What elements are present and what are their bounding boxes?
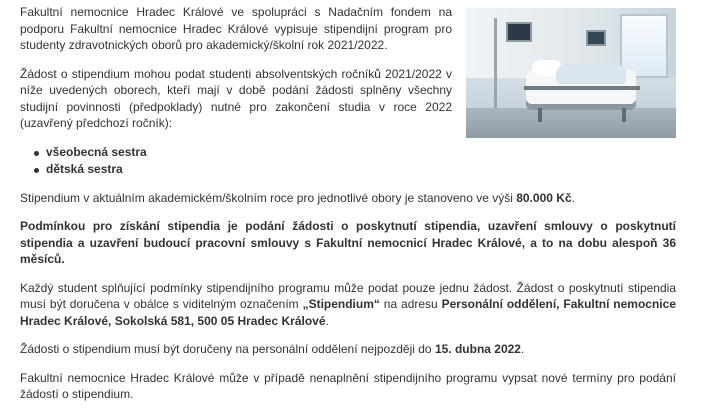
submission-paragraph bbox=[20, 280, 676, 330]
condition-paragraph bbox=[20, 218, 676, 268]
intro-paragraph: Fakultní nemocnice Hradec Králové ve spolupráci s Nadačním fondem na podporu Fakultní nemocnice Hradec Králové vypisuje stipendijní program pro studenty zdravotnických oborů pro akademický/školní rok 2021/2022. bbox=[20, 5, 452, 52]
envelope-mark: „Stipendium“ bbox=[302, 297, 380, 311]
photo-bed-leg bbox=[622, 108, 626, 122]
deadline-date: 15. dubna 2022 bbox=[434, 342, 521, 356]
amount-paragraph bbox=[20, 190, 676, 207]
list-item: dětská sestra bbox=[34, 161, 676, 178]
deadline-text: Žádosti o stipendium musí být doručeny na personální oddělení nejpozději do bbox=[20, 342, 435, 356]
deadline-end: . bbox=[520, 342, 525, 356]
deadline-paragraph bbox=[20, 341, 676, 358]
submission-address: Personální oddělení, Fakultní nemocnice Hradec Králové, Sokolská 581, 500 05 Hradec Králové bbox=[20, 297, 676, 328]
amount-end: . bbox=[571, 190, 575, 205]
amount-text: Stipendium v aktuálním akademickém/školním roce pro jednotlivé obory je stanoveno ve výši bbox=[20, 190, 517, 205]
photo-bed-rail bbox=[524, 86, 640, 90]
photo-window bbox=[620, 14, 668, 78]
submission-text-1: Každý student splňující podmínky stipendijního programu může podat pouze jednu žádost. Žádost o poskytnutí stipendia musí být doručena v obálce s viditelným označením bbox=[20, 280, 676, 311]
photo-floor bbox=[466, 108, 676, 138]
photo-bed-cover bbox=[556, 64, 626, 84]
fields-list bbox=[20, 144, 676, 178]
photo-bed-leg bbox=[538, 108, 542, 122]
article-content bbox=[20, 4, 676, 415]
eligibility-paragraph: Žádost o stipendium mohou podat studenti absolventských ročníků 2021/2022 v níže uvedených oborech, kteří mají v době podání žádosti splněny všechny studijní povinnosti (předpoklady) nutné pro zakončení studia v roce 2022 (uzavřený předchozí ročník): bbox=[20, 66, 452, 130]
closing-paragraph: Fakultní nemocnice Hradec Králové může v případě nenaplnění stipendijního programu vypsat nové termíny pro podání žádostí o stipendium. bbox=[20, 370, 676, 401]
submission-text-2: na adresu bbox=[379, 297, 442, 311]
hospital-room-photo bbox=[466, 8, 676, 138]
list-item: všeobecná sestra bbox=[34, 144, 676, 161]
submission-end: . bbox=[325, 313, 329, 328]
photo-monitor bbox=[506, 22, 532, 42]
amount-value: 80.000 Kč bbox=[516, 190, 572, 205]
condition-text: Podmínkou pro získání stipendia je podání žádosti o poskytnutí stipendia, uzavření smlouvy o poskytnutí stipendia a uzavření budoucí pracovní smlouvy s Fakultní nemocnicí Hradec Králové, a to na dobu alespoň 36 měsíců. bbox=[20, 219, 676, 266]
photo-iv-pole bbox=[494, 18, 497, 118]
photo-monitor-small bbox=[586, 30, 606, 46]
